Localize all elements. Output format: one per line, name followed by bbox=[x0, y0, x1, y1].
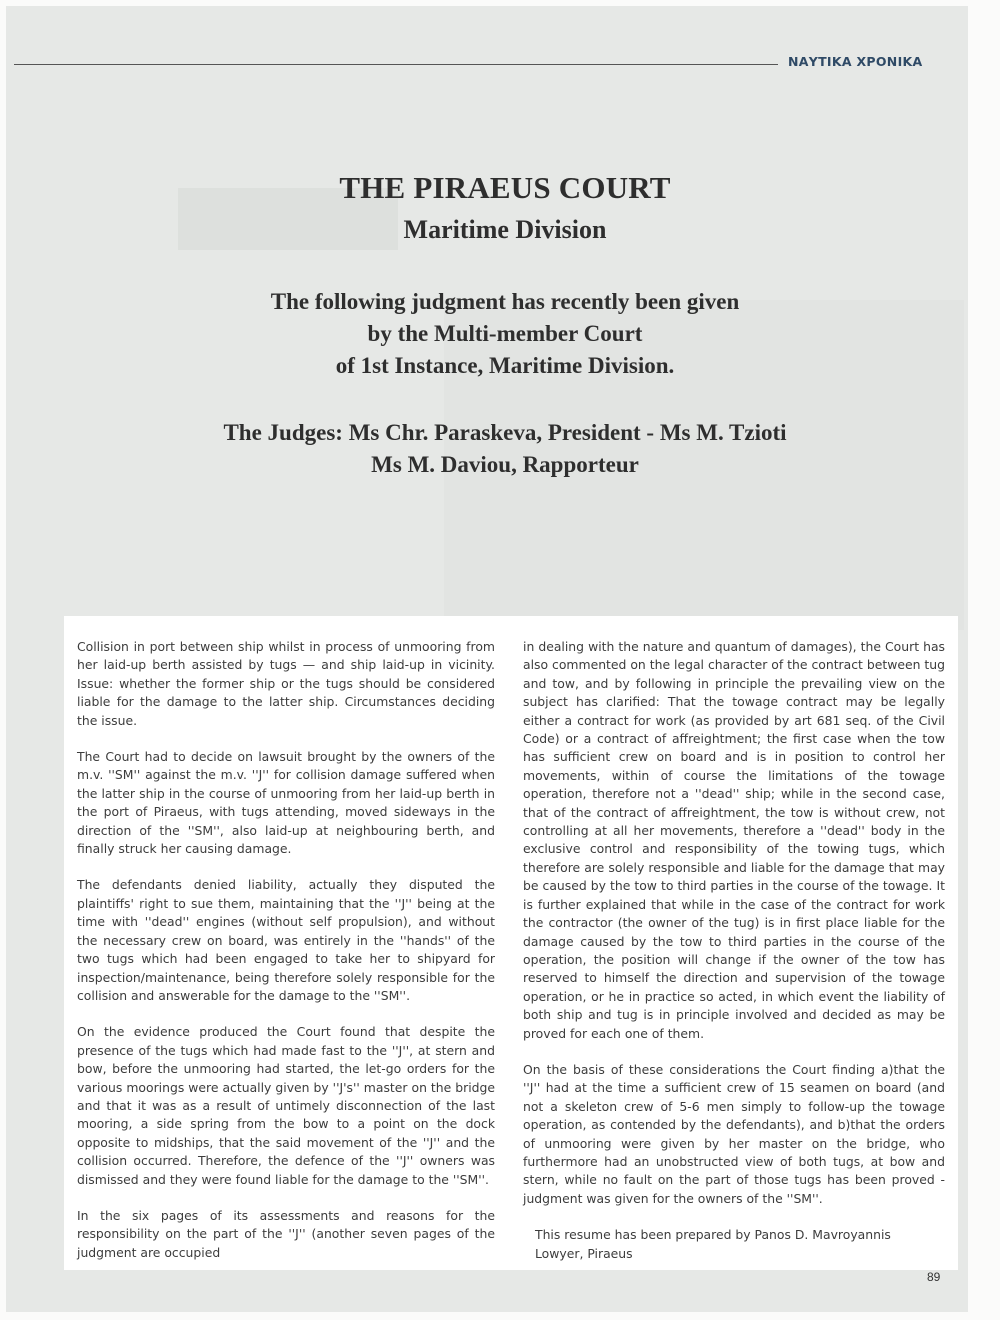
judges-line: The Judges: Ms Chr. Paraskeva, President - Ms M. Tzioti bbox=[223, 420, 787, 445]
intro-line: of 1st Instance, Maritime Division. bbox=[335, 353, 675, 378]
header-rule bbox=[14, 64, 778, 65]
article-box bbox=[64, 616, 958, 1270]
paragraph: in dealing with the nature and quantum of damages), the Court has also commented on the legal character of the contract between tug and tow, and by following in principle the prevailing view on the subject has clarified: That the towage contract may be legally either a contract for work (as provided by art 681 seq. of the Civil Code) or a contract of affreightment; the first case when the tow has sufficient crew on board and is in position to control her movements, within of course the limitations of the towage operation, therefore not a ''dead'' ship; while in the second case, that of the contract of affreightment, the tow is without crew, not controlling at all her movements, therefore a ''dead'' body in the exclusive control and responsibility of the towing tugs, which therefore are solely responsible and liable for the damage that may be caused by the tow to third parties in the course of the towage. It is further explained that while in the case of the contract for work the contractor (the owner of the tug) is in first place liable for the damage caused by the tow to third parties in the course of the operation, the position will change if the owner of the tow has reserved to himself the direction and supervision of the towage operation, or he in practice so acted, in which event the liability of both ship and tug is in principle involved and decided as may be proved for each one of them. bbox=[523, 639, 945, 1041]
judges-line: Ms M. Daviou, Rapporteur bbox=[371, 452, 639, 477]
page-number: 89 bbox=[927, 1270, 941, 1284]
page-subtitle: Maritime Division bbox=[403, 215, 607, 244]
magazine-title: ΝΑΥΤΙΚΑ ΧΡΟΝΙΚΑ bbox=[788, 54, 923, 69]
paragraph: On the basis of these considerations the Court finding a)that the ''J'' had at the time a sufficient crew of 15 seamen on board (and not a skeleton crew of 5-6 men simply to follow-up the towage operation, as contended by the defendants), and b)that the orders of unmooring were given by her master on the bridge, who furthermore had an unobstructed view of both tugs, at bow and stern, while no fault on the part of those tugs has been proved - judgment was given for the owners of the ''SM''. bbox=[523, 1061, 945, 1206]
intro-line: The following judgment has recently been given bbox=[270, 289, 740, 314]
judges-heading bbox=[60, 417, 950, 481]
intro-heading bbox=[60, 286, 950, 382]
paragraph: In the six pages of its assessments and reasons for the responsibility on the part of the ''J'' (another seven pages of the judgment are occupied bbox=[77, 1207, 495, 1260]
paragraph: Collision in port between ship whilst in process of unmooring from her laid-up berth assisted by tugs — and ship laid-up in vicinity. Issue: whether the former ship or the tugs should be considered liable for the damage to the latter ship. Circumstances deciding the issue. bbox=[77, 639, 495, 728]
intro-line: by the Multi-member Court bbox=[367, 321, 643, 346]
paragraph: The defendants denied liability, actually they disputed the plaintiffs' right to sue them, maintaining that the ''J'' being at the time with ''dead'' engines (without self propulsion), and without the necessary crew on board, was entirely in the ''hands'' of the two tugs which had been engaged to take her to shipyard for inspection/maintenance, being therefore solely responsible for the collision and answerable for the damage to the ''SM''. bbox=[77, 877, 495, 1003]
article-column-left bbox=[77, 638, 495, 1280]
author-credit bbox=[523, 1226, 945, 1263]
paragraph: On the evidence produced the Court found that despite the presence of the tugs which had made fast to the ''J'', at stern and bow, before the unmooring had started, the let-go orders for the various moorings were actually given by ''J's'' master on the bridge and that it was as a result of untimely disconnection of the last mooring, a side spring from the bow to a point on the dock opposite to midships, that the said movement of the ''J'' and the collision occurred. Therefore, the defence of the ''J'' owners was dismissed and they were found liable for the damage to the ''SM''. bbox=[77, 1024, 495, 1187]
credit-line: Lowyer, Piraeus bbox=[535, 1245, 633, 1261]
article-column-right bbox=[523, 638, 945, 1263]
title-block bbox=[60, 170, 950, 481]
page-title: THE PIRAEUS COURT bbox=[339, 170, 671, 205]
paragraph: The Court had to decide on lawsuit brought by the owners of the m.v. ''SM'' against the m.v. ''J'' for collision damage suffered when the latter ship in the course of unmooring from her laid-up berth in the port of Piraeus, with tugs attending, moved sideways in the direction of the ''SM'', also laid-up at neighbouring berth, and finally struck her causing damage. bbox=[77, 749, 495, 857]
credit-line: This resume has been prepared by Panos D. Mavroyannis bbox=[535, 1227, 891, 1243]
